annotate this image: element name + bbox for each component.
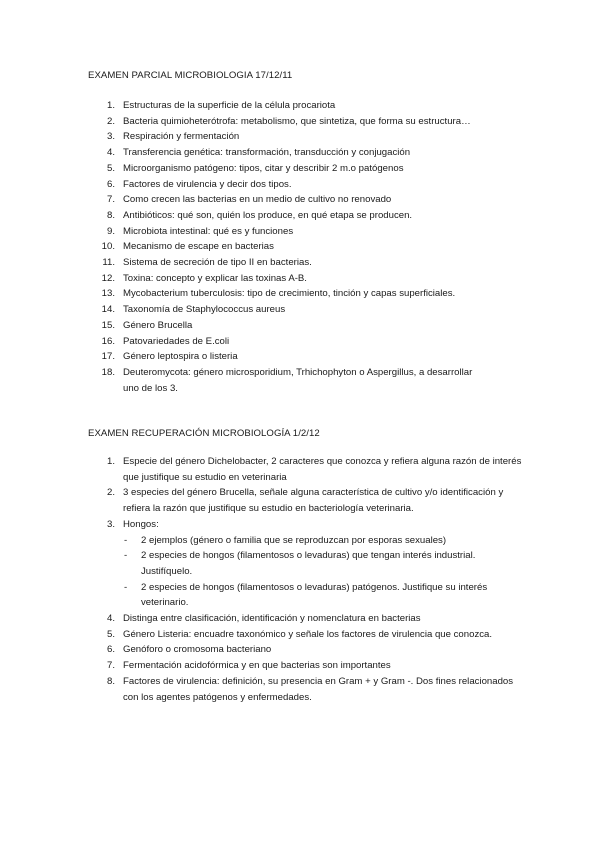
question-number: 1. (106, 456, 115, 467)
question-text: Género leptospira o listeria (123, 351, 238, 363)
question-text: Fermentación acidofórmica y en que bacterias son importantes (123, 660, 391, 672)
question-text: 3 especies del género Brucella, señale alguna característica de cultivo y/o identificación y refiera la razón que justifique su estudio en bacteriología veterinaria. (123, 487, 504, 515)
question-item (88, 114, 528, 130)
question-text: Factores de virulencia y decir dos tipos. (123, 178, 292, 190)
hongos-sublist (124, 533, 528, 612)
sub-item (124, 580, 528, 611)
question-number: 4. (106, 147, 115, 159)
question-item (88, 454, 528, 485)
question-text: Bacteria quimioheterótrofa: metabolismo, que sintetiza, que forma su estructura… (123, 115, 471, 127)
question-text: Sistema de secreción de tipo II en bacterias. (123, 257, 312, 269)
exam2-title: EXAMEN RECUPERACIÓN MICROBIOLOGÍA 1/2/12 (88, 428, 320, 439)
question-text: Como crecen las bacterias en un medio de cultivo no renovado (123, 194, 392, 206)
question-item (88, 642, 528, 658)
question-item (88, 177, 528, 193)
question-item (88, 318, 528, 334)
sub-item (124, 548, 528, 579)
question-number: 3. (106, 518, 115, 530)
question-item (88, 349, 528, 365)
question-number: 4. (106, 613, 115, 625)
question-number: 8. (106, 675, 115, 687)
question-text: Microbiota intestinal: qué es y funciones (123, 225, 294, 237)
exam2-question-list (88, 454, 528, 705)
question-item (88, 145, 528, 161)
question-text: Deuteromycota: género microsporidium, Trhichophyton o Aspergillus, a desarrollar uno de los 3. (123, 366, 473, 394)
question-text: Toxina: concepto y explicar las toxinas A-B. (123, 272, 307, 284)
exam1-section (88, 70, 528, 396)
question-item (88, 517, 528, 611)
question-text: Género Listeria: encuadre taxonómico y señale los factores de virulencia que conozca. (123, 628, 493, 640)
question-text: Taxonomía de Staphylococcus aureus (123, 304, 286, 316)
question-text: Patovariedades de E.coli (123, 335, 230, 347)
question-number: 15. (101, 319, 115, 331)
question-item (88, 192, 528, 208)
question-number: 9. (106, 225, 115, 237)
question-text: Mecanismo de escape en bacterias (123, 241, 274, 253)
question-item (88, 239, 528, 255)
question-item (88, 627, 528, 643)
question-text: Especie del género Dichelobacter, 2 caracteres que conozca y refiera alguna razón de interés que justifique su estudio en veterinaria (123, 456, 522, 483)
question-item (88, 658, 528, 674)
dash-bullet: - (124, 581, 128, 593)
sub-item-text: 2 ejemplos (género o familia que se reproduzcan por esporas sexuales) (141, 534, 447, 546)
question-item (88, 674, 528, 705)
question-item (88, 98, 528, 114)
exam1-title: EXAMEN PARCIAL MICROBIOLOGIA 17/12/11 (88, 70, 293, 81)
question-item (88, 255, 528, 271)
dash-bullet: - (124, 550, 128, 562)
question-number: 7. (106, 660, 115, 672)
question-text: Género Brucella (123, 319, 193, 331)
question-number: 8. (106, 209, 115, 221)
question-item (88, 365, 528, 396)
question-item (88, 224, 528, 240)
question-text: Estructuras de la superficie de la célula procariota (123, 100, 336, 111)
question-item (88, 611, 528, 627)
question-item (88, 334, 528, 350)
sub-item-text: 2 especies de hongos (filamentosos o levaduras) patógenos. Justifique su interés veterinario. (141, 581, 488, 609)
question-number: 3. (106, 131, 115, 143)
question-item (88, 271, 528, 287)
question-text: Microorganismo patógeno: tipos, citar y describir 2 m.o patógenos (123, 162, 404, 174)
question-item (88, 161, 528, 177)
question-number: 17. (101, 351, 115, 363)
question-text: Transferencia genética: transformación, transducción y conjugación (123, 147, 411, 159)
question-text: Genóforo o cromosoma bacteriano (123, 644, 272, 656)
question-item (88, 286, 528, 302)
exam2-section (88, 428, 528, 705)
question-number: 13. (101, 288, 115, 300)
question-item (88, 129, 528, 145)
question-item (88, 485, 528, 516)
question-number: 11. (102, 257, 115, 269)
question-text: Antibióticos: qué son, quién los produce, en qué etapa se producen. (123, 209, 413, 221)
exam1-question-list (88, 98, 528, 396)
question-number: 6. (106, 644, 115, 656)
question-number: 10. (101, 241, 115, 253)
question-number: 16. (101, 335, 115, 347)
dash-bullet: - (124, 534, 128, 546)
question-item (88, 302, 528, 318)
question-text: Mycobacterium tuberculosis: tipo de crecimiento, tinción y capas superficiales. (123, 288, 456, 300)
question-number: 2. (106, 115, 115, 127)
sub-item-text: 2 especies de hongos (filamentosos o levaduras) que tengan interés industrial. Justifíquelo. (141, 550, 476, 577)
question-number: 12. (101, 272, 115, 284)
question-text: Respiración y fermentación (123, 131, 240, 143)
question-number: 14. (101, 304, 115, 316)
question-number: 5. (106, 162, 115, 174)
question-number: 1. (106, 100, 115, 111)
question-number: 2. (106, 487, 115, 499)
question-item (88, 208, 528, 224)
sub-item (124, 533, 528, 549)
question-number: 18. (101, 366, 115, 378)
question-number: 5. (106, 628, 115, 640)
question-number: 7. (106, 194, 115, 206)
question-text: Hongos: (123, 518, 159, 530)
question-text: Distinga entre clasificación, identificación y nomenclatura en bacterias (123, 613, 421, 625)
question-number: 6. (106, 178, 115, 190)
question-text: Factores de virulencia: definición, su presencia en Gram + y Gram -. Dos fines relacionados con los agentes patógenos y enfermedades. (123, 675, 514, 703)
